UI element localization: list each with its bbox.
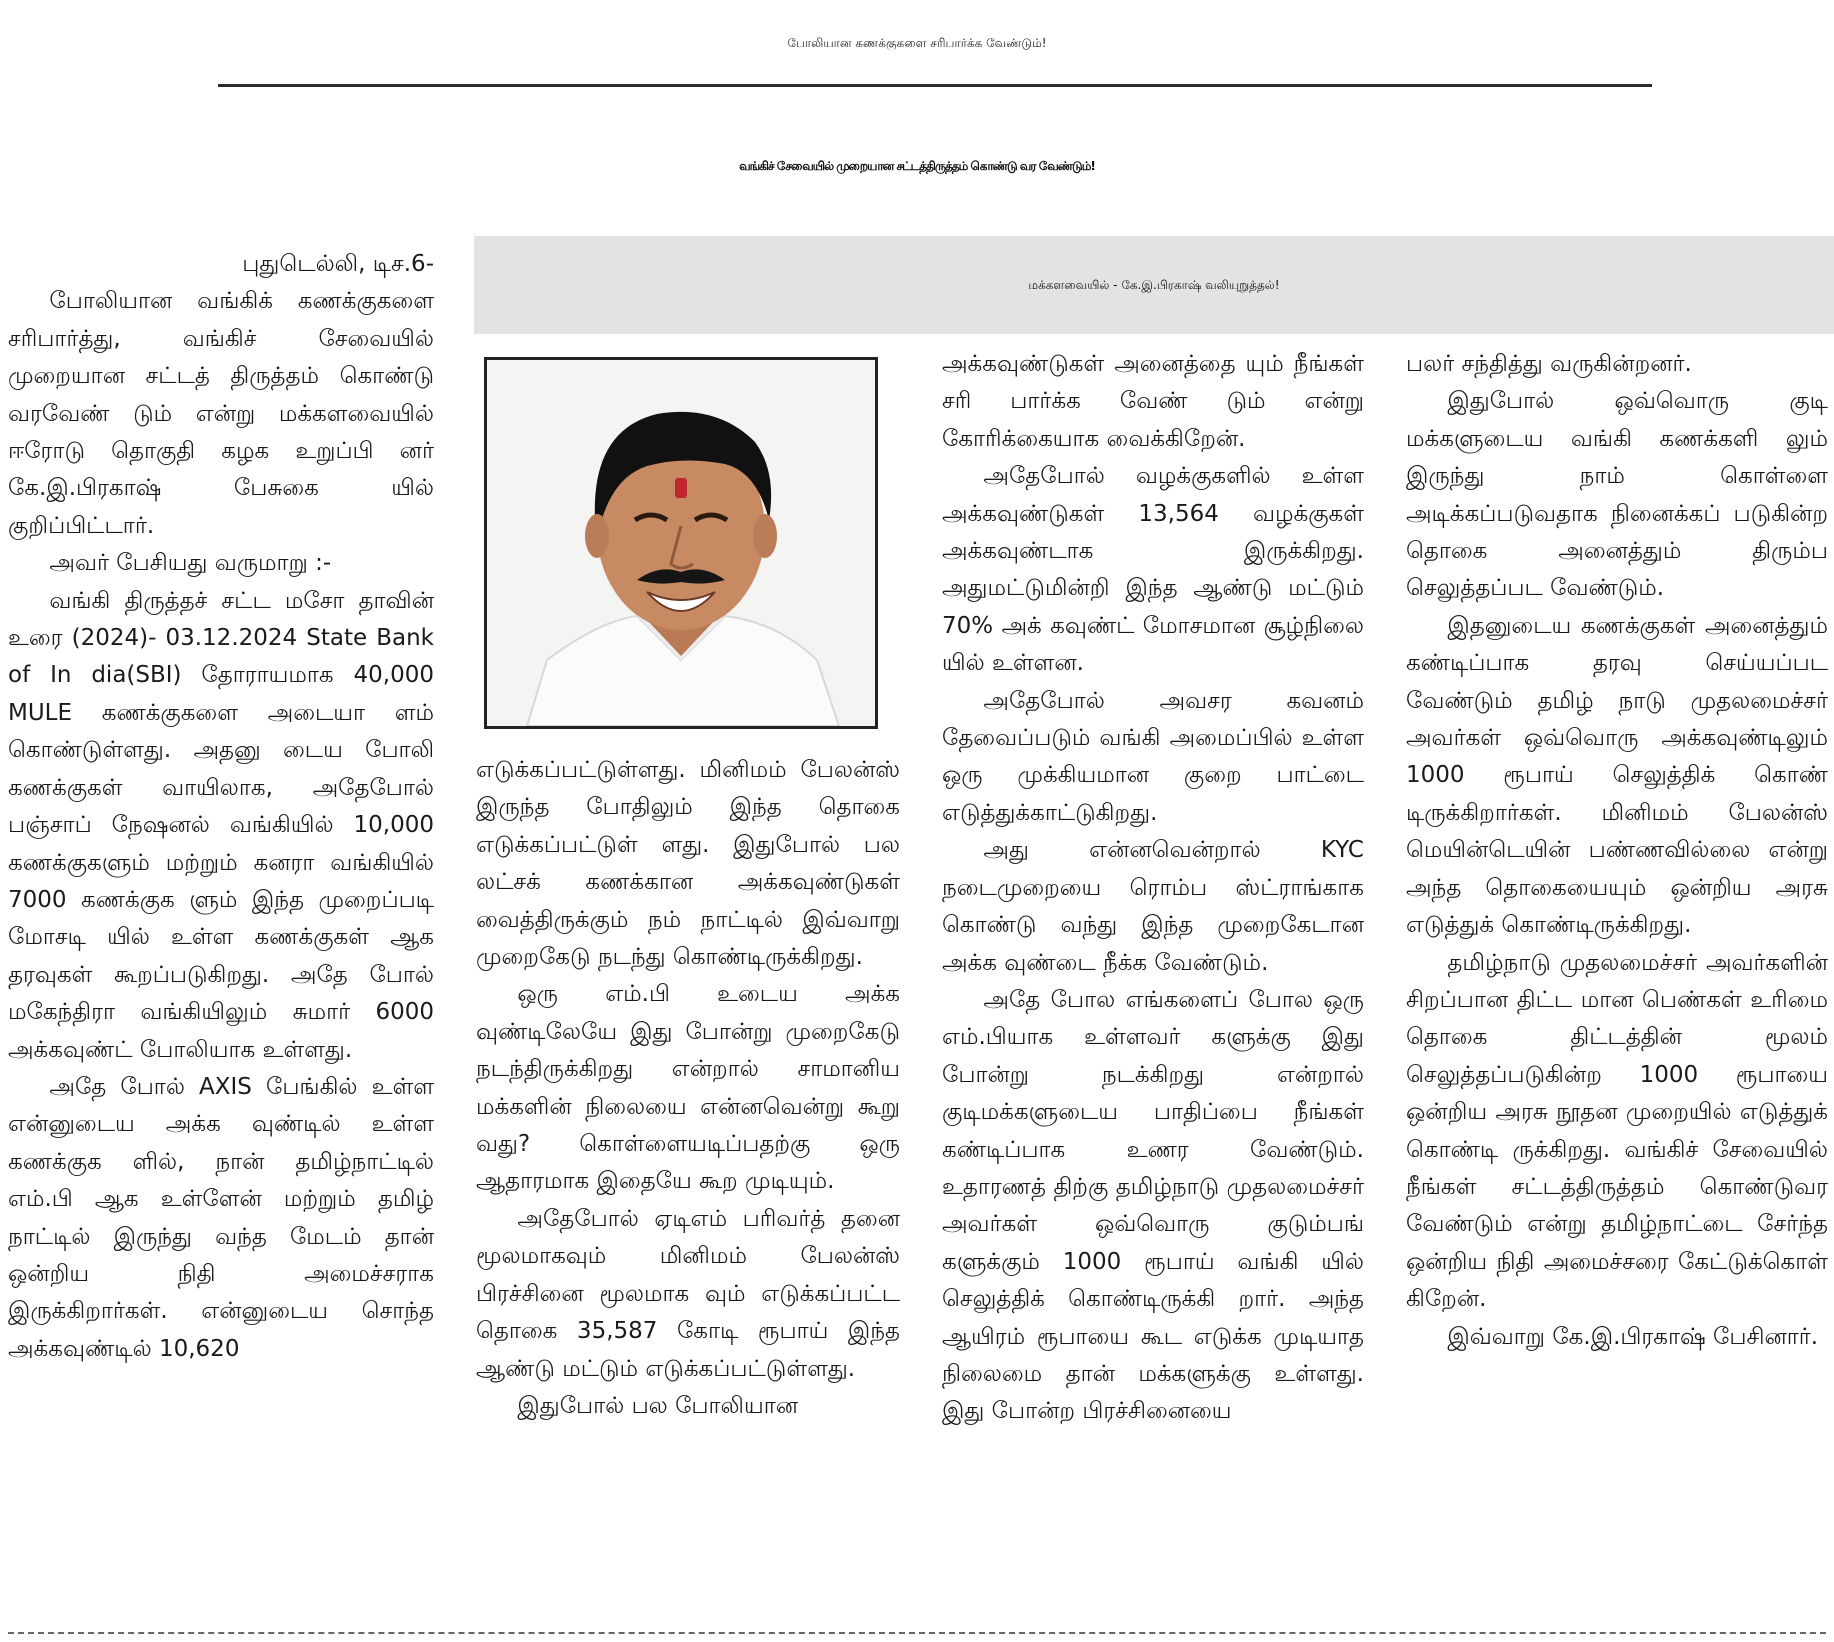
article-column-4 (1406, 346, 1828, 1602)
article-column-3 (942, 346, 1364, 1602)
article-subhead: மக்களவையில் - கே.இ.பிரகாஷ் வலியுறுத்தல்! (474, 236, 1834, 334)
speaker-photo (484, 357, 878, 729)
article-headline: வங்கிச் சேவையில் முறையான சட்டத்திருத்தம் கொண்டு வர வேண்டும்! (739, 159, 1095, 173)
speaker-portrait-image (487, 360, 875, 726)
bottom-dashed-rule (8, 1632, 1826, 1634)
col4-paragraph-5: இவ்வாறு கே.இ.பிரகாஷ் பேசினார். (1447, 1323, 1819, 1350)
article-dateline: புதுடெல்லி, டிச.6- (242, 251, 434, 277)
col2-paragraph-1: எடுக்கப்பட்டுள்ளது. மினிமம் பேலன்ஸ் இருந்த போதிலும் இந்த தொகை எடுக்கப்பட்டுள் ளது. இதுபோல் பல லட்சக் கணக்கான அக்கவுண்டுகள் வைத்திருக்கும் நம் நாட்டில் இவ்வாறு முறைகேடு நடந்து கொண்டிருக்கிறது. (476, 757, 900, 971)
article-column-2 (476, 752, 900, 1602)
col3-paragraph-5: அதே போல எங்களைப் போல ஒரு எம்.பியாக உள்ளவர் களுக்கு இது போன்று நடக்கிறது என்றால் குடிமக்களுடைய பாதிப்பை நீங்கள் கண்டிப்பாக உணர வேண்டும். உதாரணத் திற்கு தமிழ்நாடு முதலமைச்சர் அவர்கள் ஒவ்வொரு குடும்பங் களுக்கும் 1000 ரூபாய் வங்கி யில் செலுத்திக் கொண்டிருக்கி றார். அந்த ஆயிரம் ரூபாயை கூட எடுக்க முடியாத நிலைமை தான் மக்களுக்கு உள்ளது. இது போன்ற பிரச்சினையை (942, 986, 1364, 1425)
col4-paragraph-4: தமிழ்நாடு முதலமைச்சர் அவர்களின் சிறப்பான திட்ட மான பெண்கள் உரிமை தொகை திட்டத்தின் மூலம் செலுத்தப்படுகின்ற 1000 ரூபாயை ஒன்றிய அரசு நூதன முறையில் எடுத்துக் கொண்டி ருக்கிறது. வங்கிச் சேவையில் நீங்கள் சட்டத்திருத்தம் கொண்டுவர வேண்டும் என்று தமிழ்நாட்டை சேர்ந்த ஒன்றிய நிதி அமைச்சரை கேட்டுக்கொள் கிறேன். (1406, 949, 1828, 1313)
col1-paragraph-3: வங்கி திருத்தச் சட்ட மசோ தாவின் உரை (2024)- 03.12.2024 State Bank of In dia(SBI) தோராயமாக 40,000 MULE கணக்குகளை அடையா ளம் கொண்டுள்ளது. அதனு டைய போலி கணக்குகள் வாயிலாக, அதேபோல் பஞ்சாப் நேஷனல் வங்கியில் 10,000 கணக்குகளும் மற்றும் கனரா வங்கியில் 7000 கணக்குக ளும் இந்த முறைப்படி மோசடி யில் உள்ள கணக்குகள் ஆக தரவுகள் கூறப்படுகிறது. அதே போல் மகேந்திரா வங்கியிலும் சுமார் 6000 அக்கவுண்ட் போலியாக உள்ளது. (8, 587, 434, 1063)
col3-paragraph-2: அதேபோல் வழக்குகளில் உள்ள அக்கவுண்டுகள் 13,564 வழக்குகள் அக்கவுண்டாக இருக்கிறது. அதுமட்டுமின்றி இந்த ஆண்டு மட்டும் 70% அக் கவுண்ட் மோசமான சூழ்நிலை யில் உள்ளன. (942, 463, 1364, 677)
col2-paragraph-4: இதுபோல் பல போலியான (517, 1392, 799, 1419)
col4-paragraph-1: பலர் சந்தித்து வருகின்றனர். (1406, 351, 1692, 377)
col3-paragraph-1: அக்கவுண்டுகள் அனைத்தை யும் நீங்கள் சரி பார்க்க வேண் டும் என்று கோரிக்கையாக வைக்கிறேன். (942, 351, 1364, 452)
col2-paragraph-3: அதேபோல் ஏடிஎம் பரிவர்த் தனை மூலமாகவும் மினிமம் பேலன்ஸ் பிரச்சினை மூலமாக வும் எடுக்கப்பட்ட தொகை 35,587 கோடி ரூபாய் இந்த ஆண்டு மட்டும் எடுக்கப்பட்டுள்ளது. (476, 1205, 900, 1382)
col3-paragraph-3: அதேபோல் அவசர கவனம் தேவைப்படும் வங்கி அமைப்பில் உள்ள ஒரு முக்கியமான குறை பாட்டை எடுத்துக்காட்டுகிறது. (942, 687, 1364, 826)
col4-paragraph-2: இதுபோல் ஒவ்வொரு குடி மக்களுடைய வங்கி கணக்களி லும் இருந்து நாம் கொள்ளை அடிக்கப்படுவதாக நினைக்கப் படுகின்ற தொகை அனைத்தும் திரும்ப செலுத்தப்பட வேண்டும். (1406, 388, 1828, 602)
col4-paragraph-3: இதனுடைய கணக்குகள் அனைத்தும் கண்டிப்பாக தரவு செய்யப்பட வேண்டும் தமிழ் நாடு முதலமைச்சர் அவர்கள் ஒவ்வொரு அக்கவுண்டிலும் 1000 ரூபாய் செலுத்திக் கொண் டிருக்கிறார்கள். மினிமம் பேலன்ஸ் மெயின்டெயின் பண்ணவில்லை என்று அந்த தொகையையும் ஒன்றிய அரசு எடுத்துக் கொண்டிருக்கிறது. (1406, 612, 1828, 939)
col3-paragraph-4: அது என்னவென்றால் KYC நடைமுறையை ரொம்ப ஸ்ட்ராங்காக கொண்டு வந்து இந்த முறைகேடான அக்க வுண்டை நீக்க வேண்டும். (942, 837, 1364, 976)
article-kicker: போலியான கணக்குகளை சரிபார்க்க வேண்டும்! (787, 36, 1047, 50)
col1-paragraph-4: அதே போல் AXIS பேங்கில் உள்ள என்னுடைய அக்க வுண்டில் உள்ள கணக்குக ளில், நான் தமிழ்நாட்டில் எம்.பி ஆக உள்ளேன் மற்றும் தமிழ் நாட்டில் இருந்து வந்த மேடம் தான் ஒன்றிய நிதி அமைச்சராக இருக்கிறார்கள். என்னுடைய சொந்த அக்கவுண்டில் 10,620 (8, 1073, 434, 1362)
kicker-underline (218, 84, 1652, 87)
col2-paragraph-2: ஒரு எம்.பி உடைய அக்க வுண்டிலேயே இது போன்று முறைகேடு நடந்திருக்கிறது என்றால் சாமானிய மக்களின் நிலையை என்னவென்று கூறு வது? கொள்ளையடிப்பதற்கு ஒரு ஆதாரமாக இதையே கூற முடியும். (476, 981, 900, 1195)
article-column-1 (8, 246, 434, 1602)
col1-paragraph-2: அவர் பேசியது வருமாறு :- (49, 550, 332, 577)
col1-paragraph-1: போலியான வங்கிக் கணக்குகளை சரிபார்த்து, வங்கிச் சேவையில் முறையான சட்டத் திருத்தம் கொண்டு வரவேண் டும் என்று மக்களவையில் ஈரோடு தொகுதி கழக உறுப்பி னர் கே.இ.பிரகாஷ் பேசுகை யில் குறிப்பிட்டார். (8, 288, 434, 539)
